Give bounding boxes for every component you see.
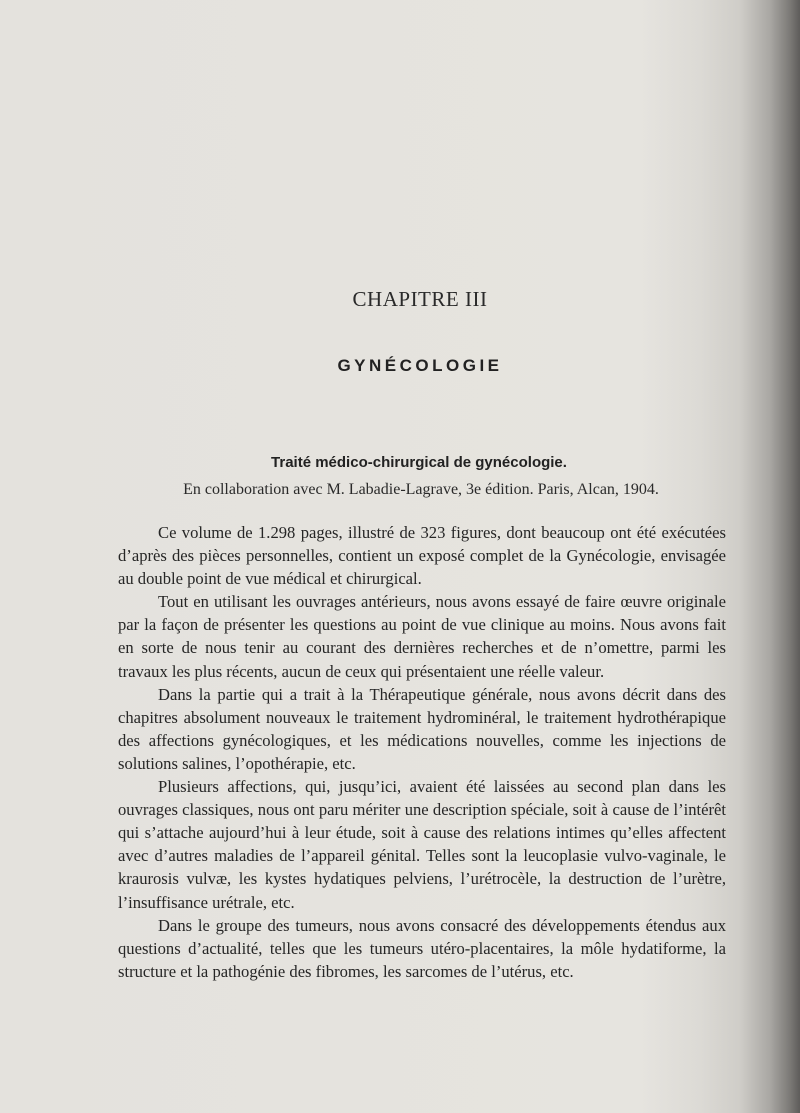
chapter-number: CHAPITRE III (352, 287, 488, 311)
paragraph: Dans le groupe des tumeurs, nous avons consacré des développements étendus aux questions d’actualité, telles que les tumeurs utéro-placentaires, la môle hydatiforme, la structure et la pathogénie des fibromes, les sarcomes de l’utérus, etc. (118, 915, 726, 981)
paragraph: Tout en utilisant les ouvrages antérieurs, nous avons essayé de faire œuvre originale par la façon de présenter les questions au point de vue clinique au moins. Nous avons fait en sorte de nous tenir au courant des dernières recherches et de n’omettre, parmi les travaux les plus récents, aucun de ceux qui présentaient une réelle valeur. (118, 592, 726, 681)
paragraph: Dans la partie qui a trait à la Thérapeutique générale, nous avons décrit dans des chapitres absolument nouveaux le traitement hydrominéral, le traitement hydrothérapique des affections gynécologiques, et les médications nouvelles, comme les injections de solutions salines, l’opothérapie, etc. (118, 684, 726, 773)
chapter-title: GYNÉCOLOGIE (337, 356, 503, 375)
body-text (118, 521, 726, 983)
paragraph: Plusieurs affections, qui, jusqu’ici, avaient été laissées au second plan dans les ouvrages classiques, nous ont paru mériter une description spéciale, soit à cause de l’intérêt qui s’attache aujourd’hui à leur étude, soit à cause des relations intimes qu’elles affectent avec d’autres maladies de l’appareil génital. Telles sont la leucoplasie vulvo-vaginale, le kraurosis vulvæ, les kystes hydatiques pelviens, l’urétrocèle, la destruction de l’urètre, l’insuffisance urétrale, etc. (118, 777, 726, 912)
paragraph: Ce volume de 1.298 pages, illustré de 323 figures, dont beaucoup ont été exécutées d’après des pièces personnelles, contient un exposé complet de la Gynécologie, envisagée au double point de vue médical et chirurgical. (118, 523, 726, 589)
work-reference: En collaboration avec M. Labadie-Lagrave, 3e édition. Paris, Alcan, 1904. (183, 481, 659, 498)
work-title: Traité médico-chirurgical de gynécologie. (271, 454, 567, 471)
